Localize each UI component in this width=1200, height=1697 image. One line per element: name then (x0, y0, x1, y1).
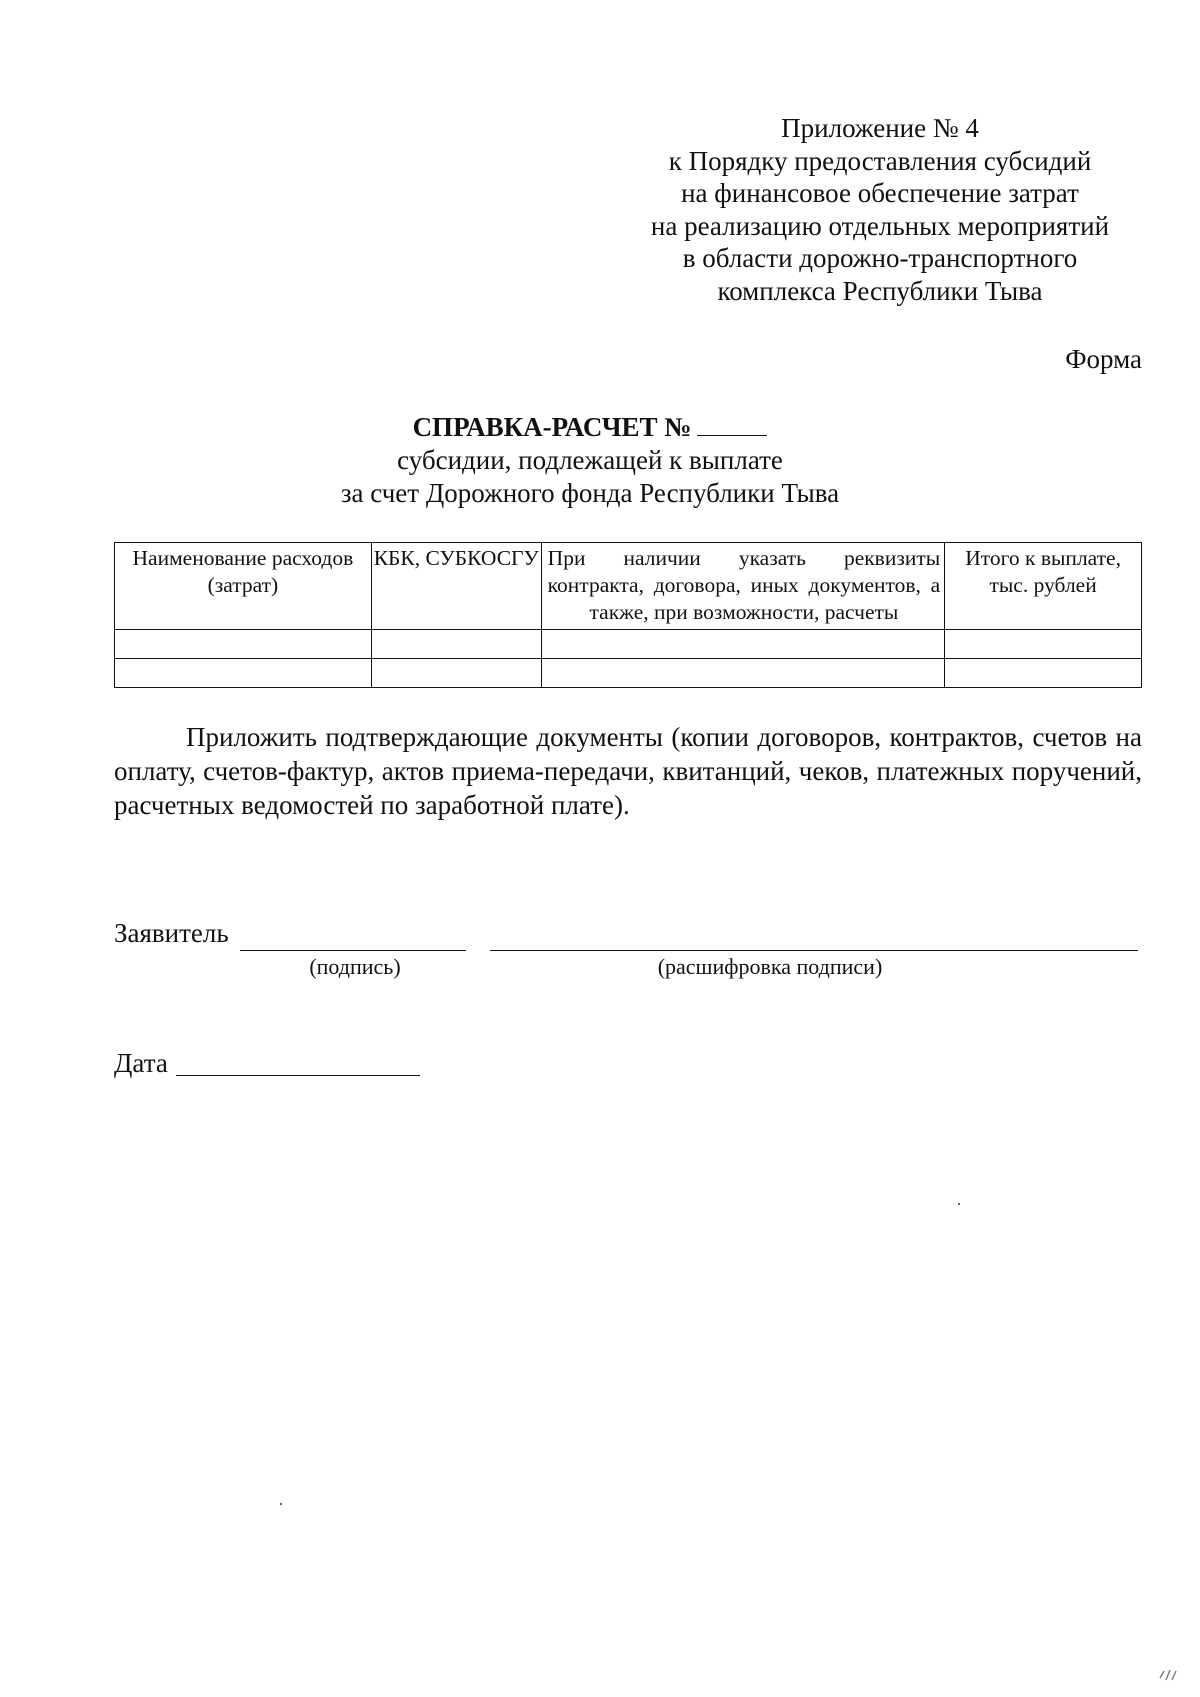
table-cell[interactable] (541, 659, 945, 688)
column-header-requisites: При наличии указать реквизиты контракта, договора, иных документов, а также, при возможности, расчеты (541, 543, 945, 630)
table-row (115, 659, 1142, 688)
signature-decode-line[interactable] (490, 950, 1138, 951)
scan-speck (958, 1203, 960, 1205)
table-cell[interactable] (115, 659, 372, 688)
date-label: Дата (114, 1048, 168, 1078)
annex-line: к Порядку предоставления субсидий (668, 145, 1092, 176)
date-line[interactable] (176, 1075, 420, 1076)
annex-line: на реализацию отдельных мероприятий (650, 210, 1110, 241)
signature-decode-caption: (расшифровка подписи) (657, 954, 883, 979)
document-title-text: СПРАВКА-РАСЧЕТ № (412, 412, 692, 442)
table-cell[interactable] (945, 659, 1142, 688)
annex-line: на финансовое обеспечение затрат (681, 178, 1079, 209)
table-row (115, 630, 1142, 659)
column-header-total: Итого к выплате, тыс. рублей (945, 543, 1142, 630)
signature-line[interactable] (240, 950, 466, 951)
table-cell[interactable] (371, 630, 541, 659)
table-cell[interactable] (115, 630, 372, 659)
column-header-expenses: Наименование расходов (затрат) (115, 543, 372, 630)
calculation-table (114, 542, 1142, 688)
page-mark-icon (1158, 1668, 1178, 1682)
document-title (330, 410, 850, 444)
table-cell[interactable] (541, 630, 945, 659)
annex-header (640, 112, 1120, 308)
scan-speck (280, 1503, 282, 1505)
column-header-kbk: КБК, СУБКОСГУ (371, 543, 541, 630)
applicant-label: Заявитель (114, 918, 229, 948)
form-label: Форма (1065, 344, 1142, 374)
annex-line: комплекса Республики Тыва (717, 275, 1043, 306)
table-header-row (115, 543, 1142, 630)
annex-line: в области дорожно-транспортного (682, 243, 1078, 274)
document-title-block (330, 410, 850, 510)
signature-caption: (подпись) (309, 954, 401, 979)
table-cell[interactable] (371, 659, 541, 688)
table-cell[interactable] (945, 630, 1142, 659)
number-blank-line (697, 413, 767, 436)
document-subtitle-1: субсидии, подлежащей к выплате (397, 445, 783, 475)
document-subtitle-2: за счет Дорожного фонда Республики Тыва (340, 478, 840, 508)
attachment-note: Приложить подтверждающие документы (копии договоров, контрактов, счетов на оплату, счетов-фактур, актов приема-передачи, квитанций, чеков, платежных поручений, расчетных ведомостей по заработной плате). (114, 722, 1142, 820)
annex-line: Приложение № 4 (781, 113, 979, 143)
